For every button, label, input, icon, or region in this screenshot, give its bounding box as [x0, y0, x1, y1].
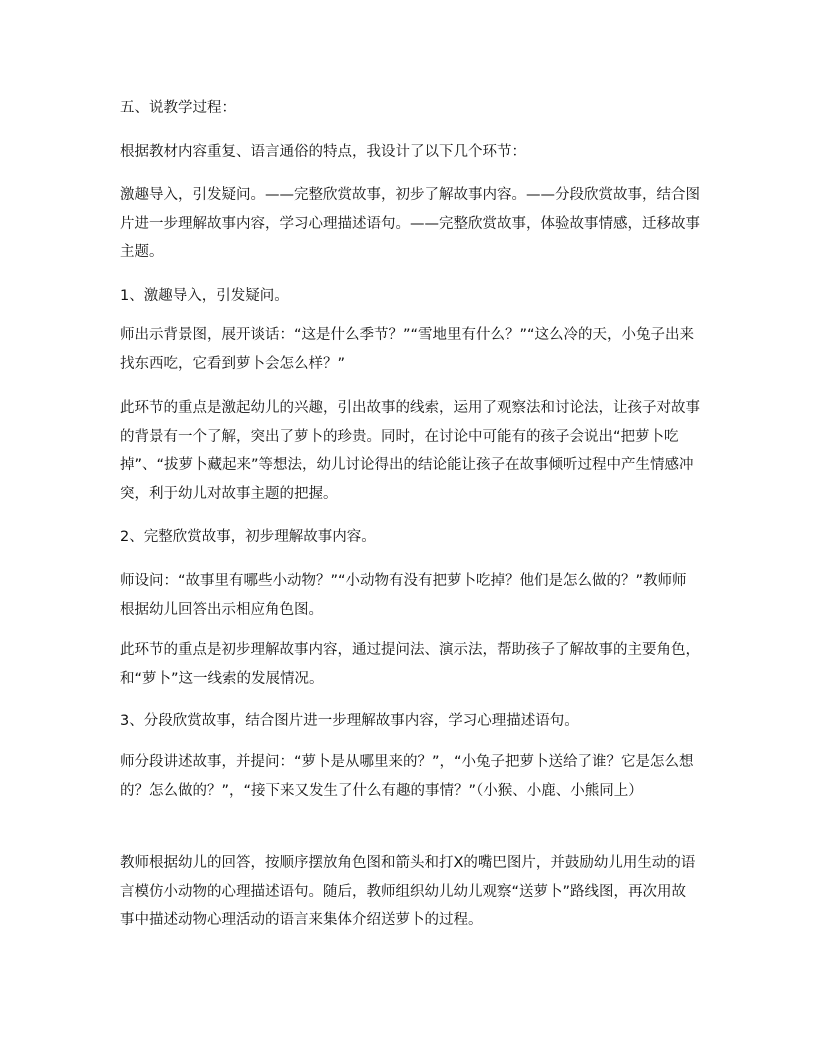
step-1-analysis: 此环节的重点是激起幼儿的兴趣，引出故事的线索，运用了观察法和讨论法，让孩子对故事的背景有一个了解，突出了萝卜的珍贵。同时，在讨论中可能有的孩子会说出“把萝卜吃掉”、“拔萝卜藏起来”等想法，幼儿讨论得出的结论能让孩子在故事倾听过程中产生情感冲突，利于幼儿对故事主题的把握。 [120, 400, 700, 502]
step-2-heading: 2、完整欣赏故事，初步理解故事内容。 [120, 529, 376, 545]
paragraph-steps: 激趣导入，引发疑问。——完整欣赏故事，初步了解故事内容。——分段欣赏故事，结合图片进一步理解故事内容，学习心理描述语句。——完整欣赏故事，体验故事情感，迁移故事主题。 [120, 187, 700, 260]
step-3-dialogue: 师分段讲述故事，并提问：“萝卜是从哪里来的？”，“小兔子把萝卜送给了谁？它是怎么想的？怎么做的？”，“接下来又发生了什么有趣的事情？”（小猴、小鹿、小熊同上） [120, 754, 694, 799]
step-1-dialogue: 师出示背景图，展开谈话：“这是什么季节？”“雪地里有什么？”“这么冷的天，小兔子出来找东西吃，它看到萝卜会怎么样？” [120, 327, 695, 372]
step-2-dialogue: 师设问：“故事里有哪些小动物？”“小动物有没有把萝卜吃掉？他们是怎么做的？”教师师根据幼儿回答出示相应角色图。 [120, 573, 687, 618]
step-1-heading: 1、激趣导入，引发疑问。 [120, 288, 289, 304]
paragraph-intro: 根据教材内容重复、语言通俗的特点，我设计了以下几个环节： [120, 144, 526, 160]
section-heading: 五、说教学过程： [120, 100, 236, 116]
step-2-analysis: 此环节的重点是初步理解故事内容，通过提问法、演示法，帮助孩子了解故事的主要角色，和“萝卜”这一线索的发展情况。 [120, 642, 700, 687]
step-3-heading: 3、分段欣赏故事，结合图片进一步理解故事内容，学习心理描述语句。 [120, 713, 579, 729]
step-3-activity: 教师根据幼儿的回答，按顺序摆放角色图和箭头和打X的嘴巴图片，并鼓励幼儿用生动的语言模仿小动物的心理描述语句。随后，教师组织幼儿幼儿观察“送萝卜”路线图，再次用故事中描述动物心理活动的语言来集体介绍送萝卜的过程。 [120, 855, 696, 928]
